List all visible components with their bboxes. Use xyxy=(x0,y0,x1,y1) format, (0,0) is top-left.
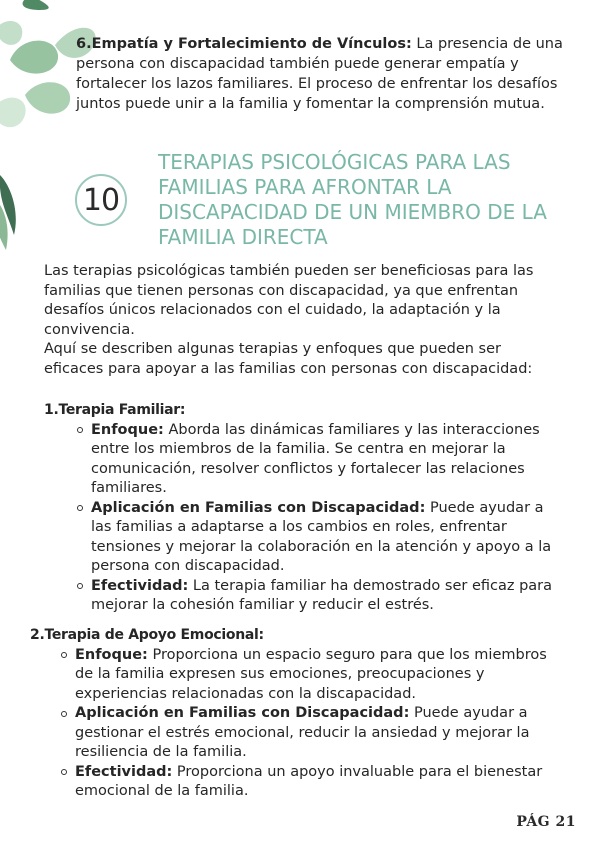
item-text: Aborda las dinámicas familiares y las interacciones entre los miembros de la familia. Se centra en mejorar la comunicación, resolver conflictos y fortalecer las relaciones familiares. xyxy=(91,421,540,496)
list-item xyxy=(44,421,554,499)
item-text: Proporciona un espacio seguro para que los miembros de la familia expresen sus emociones, preocupaciones y experiencias relacionadas con la discapacidad. xyxy=(75,646,547,702)
section-number: 10 xyxy=(82,182,120,218)
list-item xyxy=(44,499,554,577)
item-text: Proporciona un apoyo invaluable para el bienestar emocional de la familia. xyxy=(75,763,543,799)
item-label: Enfoque: xyxy=(91,421,164,438)
intro-text: La presencia de una persona con discapacidad también puede generar empatía y fortalecer los lazos familiares. El proceso de enfrentar los desafíos juntos puede unir a la familia y fomentar la comprensión mutua. xyxy=(76,36,563,112)
item-text: Puede ayudar a las familias a adaptarse a los cambios en roles, enfrentar tensiones y mejorar la colaboración en la atención y apoyo a la persona con discapacidad. xyxy=(91,499,552,574)
therapy-item-list xyxy=(44,421,554,616)
bullet-icon xyxy=(61,769,67,775)
therapy-title: 1.Terapia Familiar: xyxy=(44,402,186,418)
intro-paragraph xyxy=(76,34,576,114)
section-number-badge xyxy=(75,174,127,226)
item-text: La terapia familiar ha demostrado ser eficaz para mejorar la cohesión familiar y reducir el estrés. xyxy=(91,577,553,613)
item-label: Aplicación en Familias con Discapacidad: xyxy=(75,705,410,721)
therapy-item-list xyxy=(30,646,550,802)
body-paragraph-2: Aquí se describen algunas terapias y enfoques que pueden ser eficaces para apoyar a las familias con personas con discapacidad: xyxy=(44,341,533,377)
therapy-title: 2.Terapia de Apoyo Emocional: xyxy=(30,627,264,643)
bullet-icon xyxy=(61,711,67,717)
list-item xyxy=(30,646,550,705)
list-item xyxy=(30,704,550,763)
therapy-block-apoyo-emocional xyxy=(30,626,550,802)
body-paragraph-1: Las terapias psicológicas también pueden ser beneficiosas para las familias que tienen personas con discapacidad, ya que enfrentan desafíos únicos relacionados con el cuidado, la adaptación y la convivencia. xyxy=(44,263,534,338)
section-title: TERAPIAS PSICOLÓGICAS PARA LAS FAMILIAS PARA AFRONTAR LA DISCAPACIDAD DE UN MIEMBRO DE LA FAMILIA DIRECTA xyxy=(158,150,547,249)
bullet-icon xyxy=(61,652,67,658)
bullet-icon xyxy=(77,427,83,433)
list-item xyxy=(44,577,554,616)
item-label: Efectividad: xyxy=(91,577,189,594)
section-body xyxy=(44,262,554,379)
item-text: Puede ayudar a gestionar el estrés emocional, reducir la ansiedad y mejorar la resiliencia de la familia. xyxy=(75,705,530,760)
item-label: Enfoque: xyxy=(75,646,148,663)
list-item xyxy=(30,763,550,802)
therapy-block-familiar xyxy=(44,401,554,616)
item-label: Aplicación en Familias con Discapacidad: xyxy=(91,499,426,516)
item-label: Efectividad: xyxy=(75,763,173,780)
bullet-icon xyxy=(77,505,83,511)
intro-label: 6.Empatía y Fortalecimiento de Vínculos: xyxy=(76,36,412,52)
page-number: PÁG 21 xyxy=(516,814,576,830)
bullet-icon xyxy=(77,583,83,589)
